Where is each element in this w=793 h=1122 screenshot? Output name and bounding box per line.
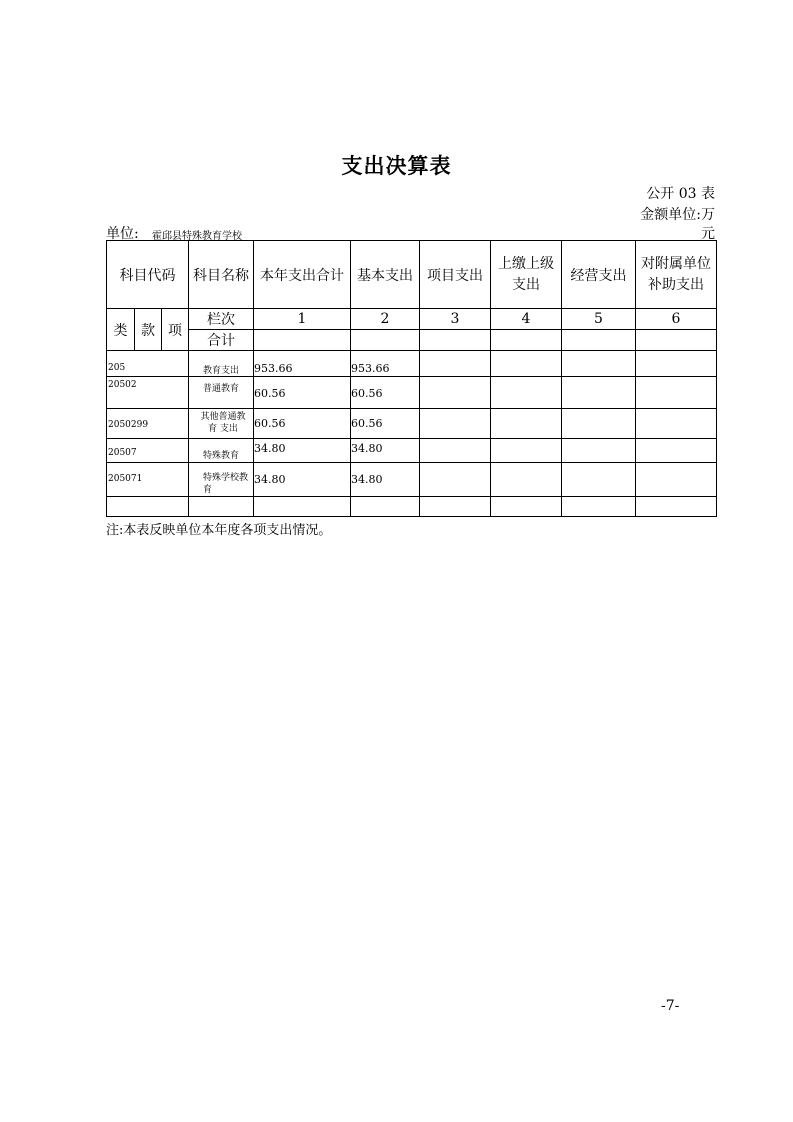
- column-number-row: [107, 309, 717, 330]
- row-total: 953.66: [254, 351, 351, 377]
- table-row: [107, 409, 717, 439]
- col-no-4: 4: [491, 309, 562, 330]
- row-name: 特殊教育: [189, 439, 254, 463]
- row-name: 普通教育: [189, 377, 254, 409]
- page-title: 支出决算表: [341, 154, 452, 178]
- table-row: [107, 351, 717, 377]
- row-basic: 34.80: [351, 463, 420, 497]
- header-sum: 合计: [189, 330, 254, 351]
- table-header-row: [107, 241, 717, 309]
- header-subject-code: 科目代码: [107, 241, 189, 309]
- col-no-2: 2: [351, 309, 420, 330]
- row-code: 20502: [107, 377, 189, 409]
- header-business: 经营支出: [562, 241, 636, 309]
- header-item: 项: [162, 309, 189, 351]
- header-section: 款: [135, 309, 162, 351]
- row-name: 特殊学校教育: [189, 463, 254, 497]
- header-class: 类: [107, 309, 135, 351]
- row-code: 205: [107, 351, 189, 377]
- header-project: 项目支出: [420, 241, 491, 309]
- row-total: 60.56: [254, 377, 351, 409]
- header-total: 本年支出合计: [254, 241, 351, 309]
- col-no-6: 6: [636, 309, 717, 330]
- row-basic: 60.56: [351, 409, 420, 439]
- col-no-5: 5: [562, 309, 636, 330]
- row-total: 60.56: [254, 409, 351, 439]
- row-total: 34.80: [254, 463, 351, 497]
- header-column-no: 栏次: [189, 309, 254, 330]
- expenditure-table: [106, 240, 717, 517]
- col-no-3: 3: [420, 309, 491, 330]
- table-row: [107, 463, 717, 497]
- col-no-1: 1: [254, 309, 351, 330]
- unit-label: 单位:: [106, 226, 139, 242]
- row-code: 20507: [107, 439, 189, 463]
- header-basic: 基本支出: [351, 241, 420, 309]
- header-upper: 上缴上级支出: [491, 241, 562, 309]
- amount-unit: 金额单位:万: [640, 207, 715, 223]
- page-number: -7-: [661, 998, 680, 1014]
- header-subsidiary: 对附属单位补助支出: [636, 241, 717, 309]
- table-note: 注:本表反映单位本年度各项支出情况。: [106, 523, 332, 538]
- unit-name: 霍邱县特殊教育学校: [152, 231, 242, 242]
- header-subject-name: 科目名称: [189, 241, 254, 309]
- row-basic: 34.80: [351, 439, 420, 463]
- form-number: 公开 03 表: [646, 186, 715, 202]
- table-row: [107, 439, 717, 463]
- sum-row: [107, 330, 717, 351]
- row-code: 205071: [107, 463, 189, 497]
- amount-unit-continued: 元: [701, 226, 715, 242]
- row-code: 2050299: [107, 409, 189, 439]
- table-row: [107, 497, 717, 517]
- row-basic: 953.66: [351, 351, 420, 377]
- row-total: 34.80: [254, 439, 351, 463]
- row-basic: 60.56: [351, 377, 420, 409]
- table-row: [107, 377, 717, 409]
- row-name: 其他普通教育 支出: [189, 409, 254, 439]
- row-name: 教育支出: [189, 351, 254, 377]
